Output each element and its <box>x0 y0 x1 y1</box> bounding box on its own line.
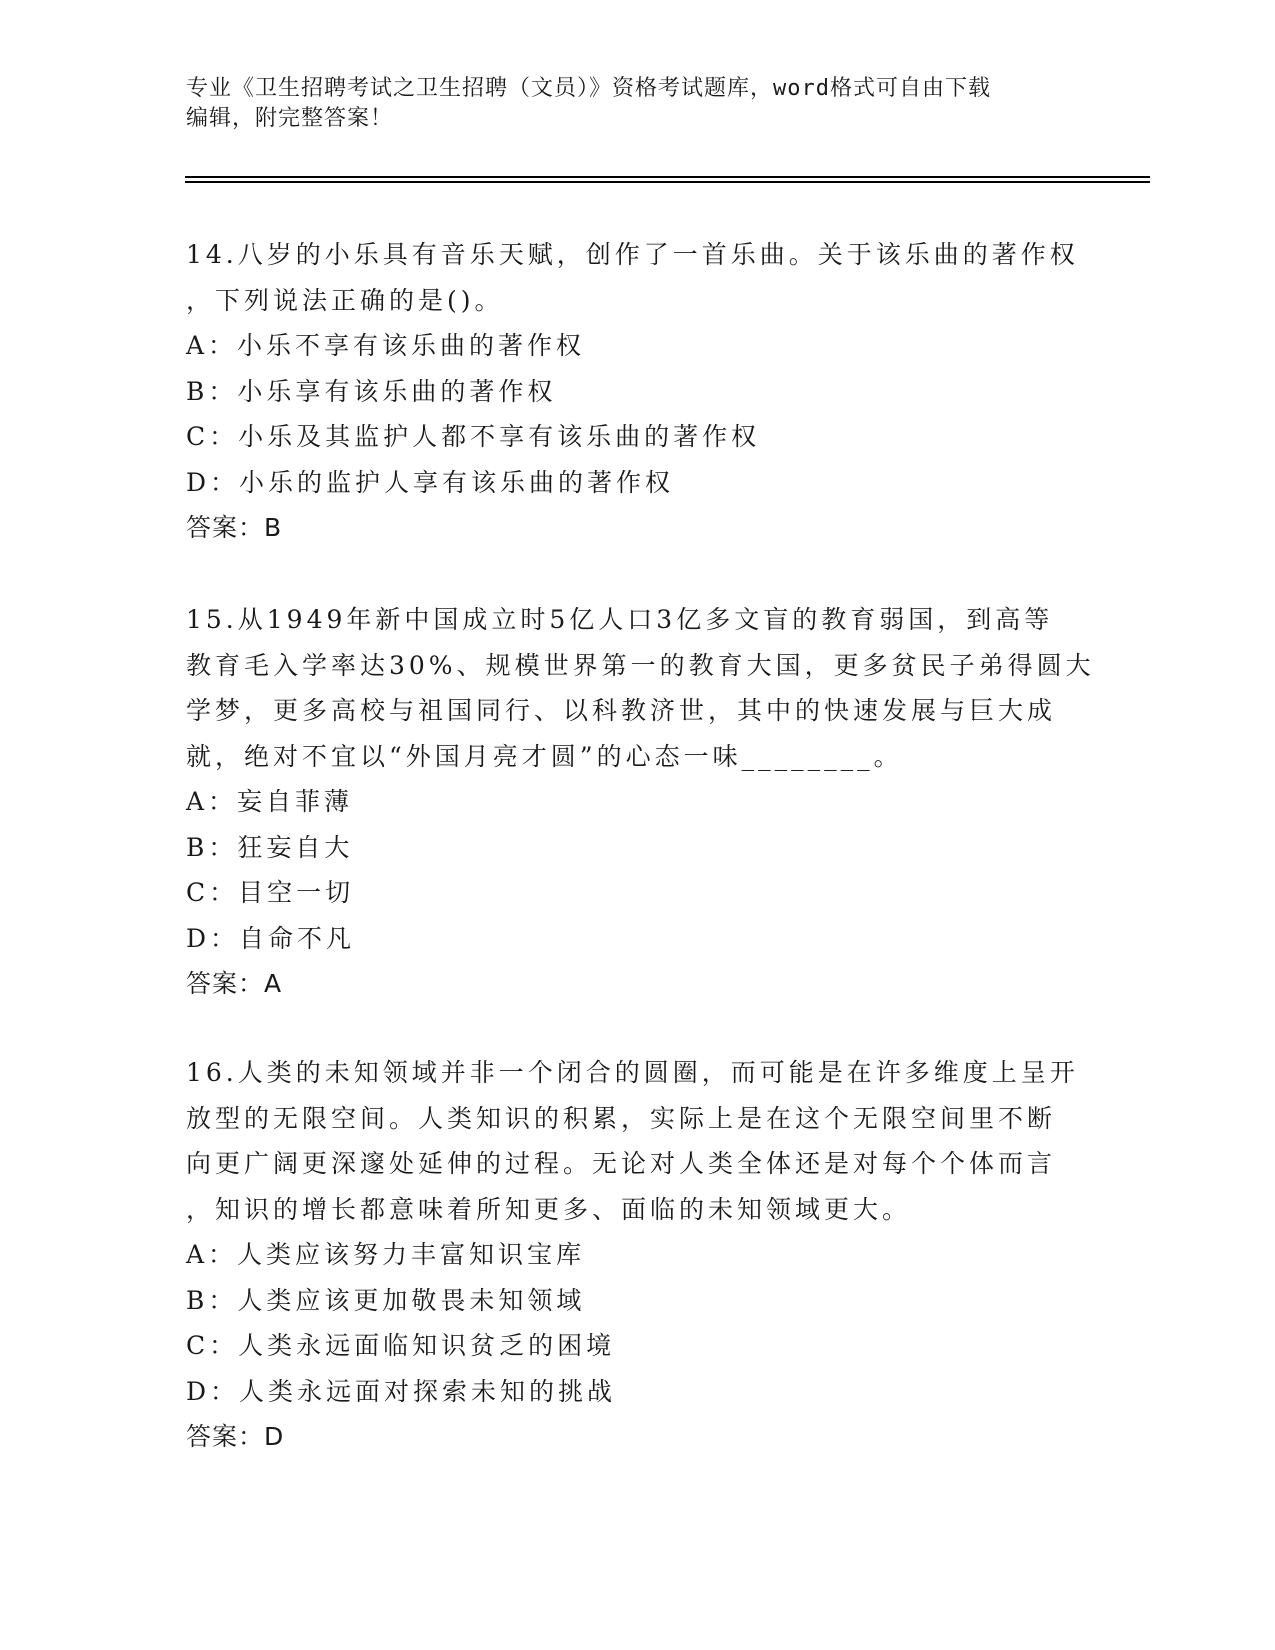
question-text-line: 放型的无限空间。人类知识的积累，实际上是在这个无限空间里不断 <box>186 1103 1057 1133</box>
option-b: B：小乐享有该乐曲的著作权 <box>186 376 557 406</box>
header-divider-bottom <box>185 181 1150 183</box>
question-15 <box>186 597 1095 1007</box>
option-b: B：人类应该更加敬畏未知领域 <box>186 1285 586 1315</box>
answer-line: 答案：A <box>186 969 283 998</box>
option-b: B：狂妄自大 <box>186 832 354 862</box>
option-a: A：妄自菲薄 <box>186 787 354 816</box>
option-c: C：小乐及其监护人都不享有该乐曲的著作权 <box>186 422 761 451</box>
question-text-line: ，下列说法正确的是()。 <box>186 285 504 315</box>
question-text-line: 16.人类的未知领域并非一个闭合的圆圈，而可能是在许多维度上呈开 <box>186 1058 1079 1087</box>
question-text-line: 14.八岁的小乐具有音乐天赋，创作了一首乐曲。关于该乐曲的著作权 <box>186 240 1079 269</box>
option-d: D：小乐的监护人享有该乐曲的著作权 <box>186 467 675 497</box>
question-text-line: ，知识的增长都意味着所知更多、面临的未知领域更大。 <box>186 1194 912 1224</box>
option-a: A：小乐不享有该乐曲的著作权 <box>186 331 586 360</box>
question-text-line: 教育毛入学率达30%、规模世界第一的教育大国，更多贫民子弟得圆大 <box>186 650 1095 680</box>
document-header <box>186 74 1086 134</box>
question-text-line: 学梦，更多高校与祖国同行、以科教济世，其中的快速发展与巨大成 <box>186 696 1057 725</box>
header-divider-top <box>185 176 1150 178</box>
header-line: 专业《卫生招聘考试之卫生招聘（文员）》资格考试题库，word格式可自由下载 <box>186 76 991 101</box>
header-line: 编辑，附完整答案！ <box>186 106 394 131</box>
option-a: A：人类应该努力丰富知识宝库 <box>186 1240 586 1269</box>
answer-line: 答案：D <box>186 1422 285 1451</box>
question-14 <box>186 232 1086 551</box>
answer-line: 答案：B <box>186 513 283 542</box>
question-text-line: 向更广阔更深邃处延伸的过程。无论对人类全体还是对每个个体而言 <box>186 1149 1057 1178</box>
question-16 <box>186 1050 1086 1460</box>
option-c: C：目空一切 <box>186 878 355 907</box>
option-d: D：自命不凡 <box>186 923 356 953</box>
option-d: D：人类永远面对探索未知的挑战 <box>186 1376 617 1406</box>
option-c: C：人类永远面临知识贫乏的困境 <box>186 1331 616 1360</box>
question-text-line: 就，绝对不宜以“外国月亮才圆”的心态一味________。 <box>186 741 903 771</box>
question-text-line: 15.从1949年新中国成立时5亿人口3亿多文盲的教育弱国，到高等 <box>186 605 1054 634</box>
